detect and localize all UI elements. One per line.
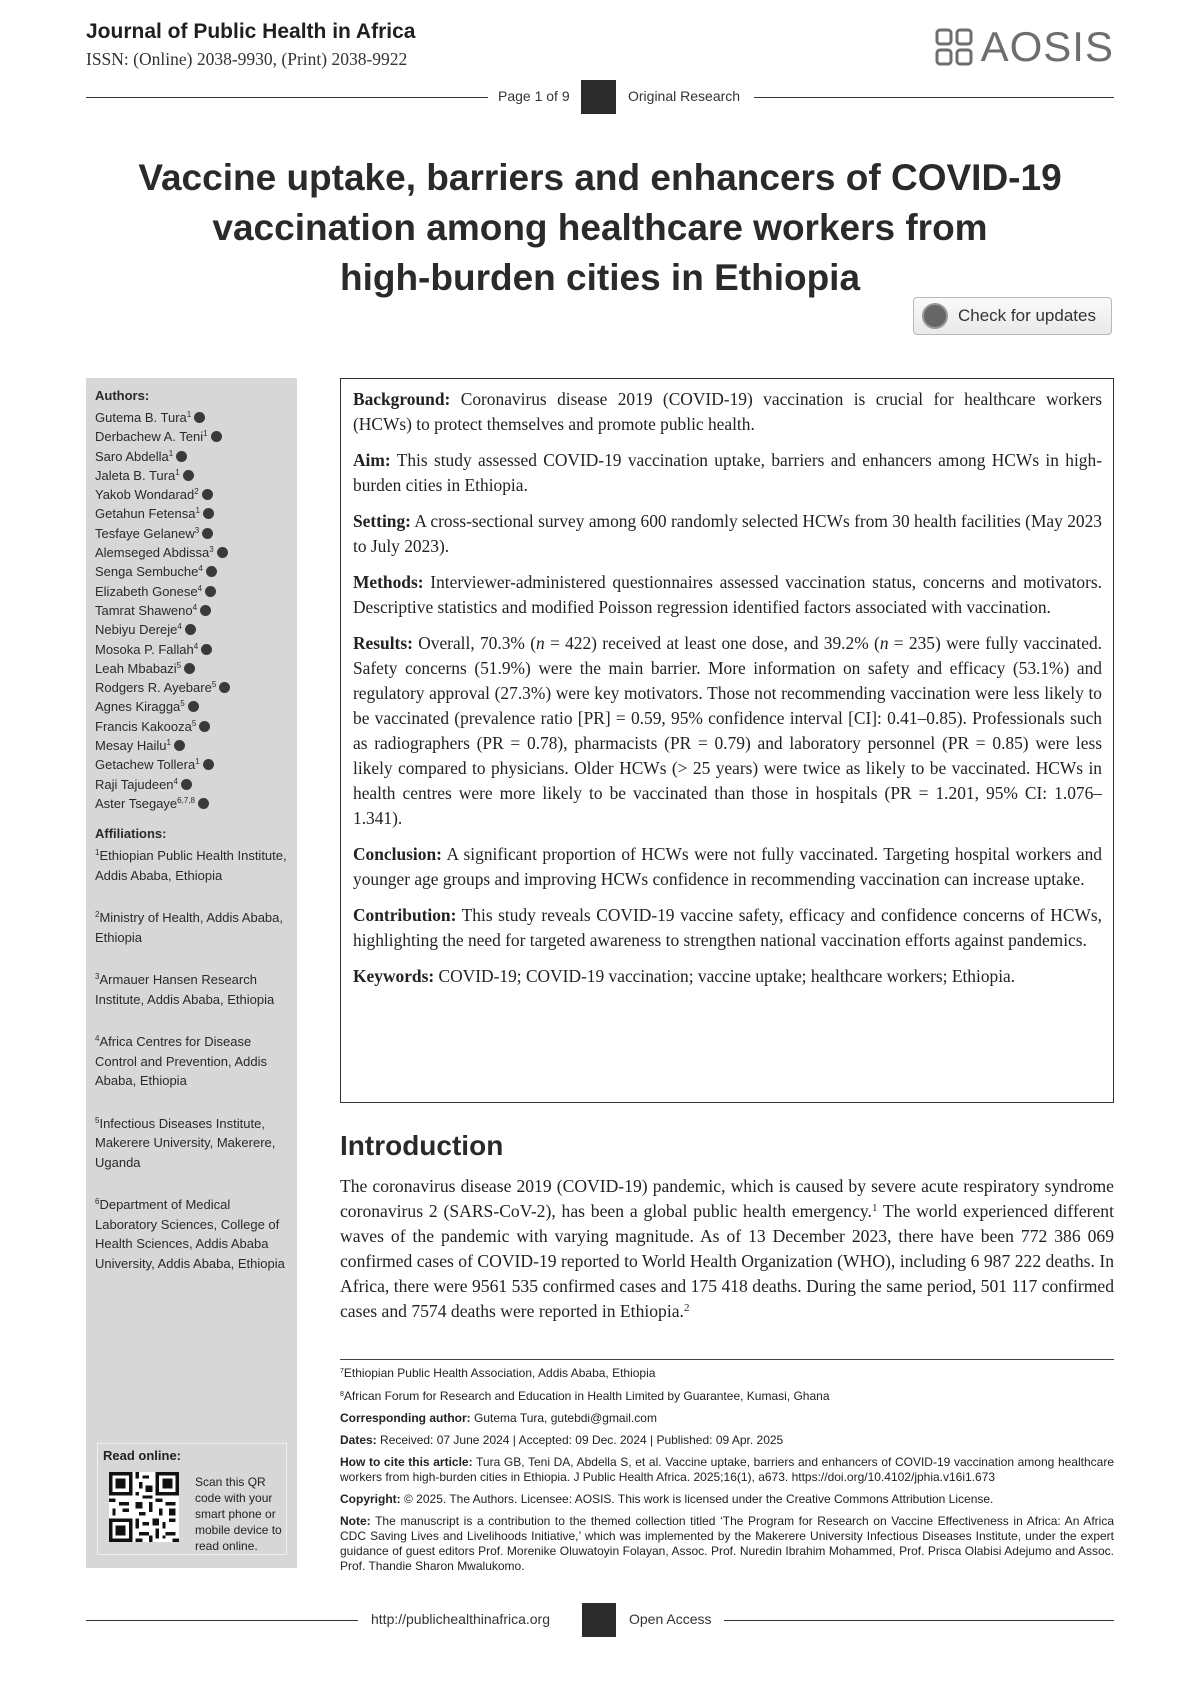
author-list	[95, 405, 295, 810]
orcid-icon[interactable]	[202, 489, 213, 500]
copyright: Copyright: © 2025. The Authors. Licensee: AOSIS. This work is licensed under the Creative Commons Attribution License.	[340, 1492, 994, 1506]
author-item	[95, 501, 295, 520]
check-for-updates-button[interactable]	[913, 297, 1112, 335]
author-affiliation-number: 2	[194, 487, 199, 497]
title-line-3: high-burden cities in Ethiopia	[339, 257, 861, 298]
orcid-icon[interactable]	[198, 798, 209, 809]
publisher-logo	[933, 24, 1114, 70]
how-to-cite: How to cite this article: Tura GB, Teni DA, Abdella S, et al. Vaccine uptake, barriers and enhancers of COVID-19 vaccination among healthcare workers from high-burden cities in Ethiopia. J Public Health Africa. 2025;16(1), a673. https://doi.org/10.4102/jphia.v16i1.673	[340, 1455, 1114, 1484]
author-item	[95, 694, 295, 713]
author-affiliation-number: 1	[166, 738, 171, 748]
affiliation-8: $^8$African Forum for Research and Education in Health Limited by Guarantee, Kumasi, Ghana	[340, 1389, 830, 1403]
author-affiliation-number: 6,7,8	[177, 795, 195, 805]
abstract-results: Results: Overall, 70.3% (n = 422) received at least one dose, and 39.2% (n = 235) were fully vaccinated. Safety concerns (51.9%) were the main barrier. More information on safety and efficacy (53.1%) and regulatory approval (27.3%) were key motivators. Those not recommending vaccination were less likely to be vaccinated (prevalence ratio [PR] = 0.59, 95% confidence interval [CI]: 0.41–0.85). Professionals such as radiographers (PR = 0.78), pharmacists (PR = 0.79) and laboratory personnel (PR = 0.85) were less likely compared to physicians. Older HCWs (> 25 years) were twice as likely to be vaccinated. HCWs in health centres were more likely to be vaccinated than those in hospitals (PR = 1.201, 95% CI: 1.076–1.341).	[353, 633, 1102, 828]
orcid-icon[interactable]	[201, 644, 212, 655]
read-online-box	[97, 1443, 287, 1555]
author-item	[95, 714, 295, 733]
title-line-2: vaccination among healthcare workers from	[212, 207, 988, 248]
affiliations-heading: Affiliations:	[95, 826, 167, 842]
author-item	[95, 772, 295, 791]
affiliation-item	[95, 1111, 295, 1173]
affiliation-list	[95, 843, 295, 1273]
orcid-icon[interactable]	[174, 740, 185, 751]
affiliation-number: 5	[95, 1115, 100, 1125]
affiliation-number: 6	[95, 1197, 100, 1207]
author-affiliation-number: 5	[191, 718, 197, 728]
affiliation-number: 1	[95, 848, 100, 858]
crossmark-icon	[922, 303, 948, 329]
abstract-keywords: Keywords: COVID-19; COVID-19 vaccination; vaccine uptake; healthcare workers; Ethiopia.	[353, 966, 1016, 986]
author-name: Gutema B. Tura	[95, 410, 187, 425]
orcid-icon[interactable]	[205, 586, 216, 597]
footnote-divider	[340, 1359, 1114, 1360]
author-name: Francis Kakooza	[95, 718, 192, 734]
author-affiliation-number: 1	[186, 410, 192, 419]
author-name: Getachew Tollera	[95, 757, 196, 773]
author-affiliation-number: 1	[203, 429, 208, 439]
author-affiliation-number: 4	[197, 583, 203, 593]
orcid-icon[interactable]	[199, 721, 210, 732]
author-name: Aster Tsegaye	[95, 795, 178, 811]
read-online-text: Scan this QR code with your smart phone or mobile device to read online.	[195, 1475, 282, 1553]
author-name: Yakob Wondarad	[95, 487, 195, 503]
affiliation-item	[95, 1192, 295, 1273]
read-online-label: Read online:	[103, 1448, 182, 1463]
orcid-icon[interactable]	[200, 605, 211, 616]
journal-title: Journal of Public Health in Africa	[86, 20, 416, 43]
article-type: Original Research	[628, 88, 741, 104]
affiliation-text: Ethiopian Public Health Institute, Addis Ababa, Ethiopia	[95, 848, 287, 883]
header-rule	[86, 80, 1114, 114]
author-affiliation-number: 5	[176, 660, 182, 670]
author-name: Elizabeth Gonese	[95, 583, 198, 599]
author-name: Agnes Kiragga	[95, 699, 181, 715]
affiliation-item	[95, 905, 295, 947]
author-item	[95, 791, 295, 810]
abstract-setting: Setting: A cross-sectional survey among 600 randomly selected HCWs from 30 health facilities (May 2023 to July 2023).	[353, 511, 1102, 556]
orcid-icon[interactable]	[184, 663, 195, 674]
author-item	[95, 463, 295, 482]
author-name: Leah Mbabazi	[95, 660, 177, 676]
author-item	[95, 675, 295, 694]
author-affiliation-number: 1	[168, 448, 174, 458]
orcid-icon[interactable]	[181, 779, 192, 790]
note: Note: The manuscript is a contribution to the themed collection titled ‘The Program for Research on Vaccine Effectiveness in Africa: An Africa CDC Saving Lives and Livelihoods Initiative,’ which was implemented by the Makerere University Infectious Diseases Institute, under the expert guidance of guest editors Prof. Morenike Oluwatoyin Folayan, Assoc. Prof. Nuredin Ibrahim Mohammed, Prof. Prisca Olabisi Adejumo and Assoc. Prof. Thandie Sharon Mwalukomo.	[340, 1514, 1114, 1573]
affiliation-item	[95, 967, 295, 1009]
orcid-icon[interactable]	[194, 412, 205, 423]
author-item	[95, 656, 295, 675]
author-affiliation-number: 1	[195, 757, 200, 767]
orcid-icon[interactable]	[188, 701, 199, 712]
author-affiliation-number: 4	[193, 641, 199, 651]
affiliation-7: $^7$Ethiopian Public Health Association, Addis Ababa, Ethiopia	[340, 1366, 656, 1380]
orcid-icon[interactable]	[203, 508, 214, 519]
issn: ISSN: (Online) 2038-9930, (Print) 2038-9922	[86, 49, 408, 69]
author-name: Jaleta B. Tura	[95, 467, 176, 483]
author-item	[95, 733, 295, 752]
orcid-icon[interactable]	[219, 682, 230, 693]
dates: Dates: Received: 07 June 2024 | Accepted: 09 Dec. 2024 | Published: 09 Apr. 2025	[340, 1433, 784, 1447]
abstract-methods: Methods: Interviewer-administered questionnaires assessed vaccination status, concerns and motivators. Descriptive statistics and modified Poisson regression identified factors associated with vaccination.	[353, 572, 1102, 617]
article-title	[86, 153, 1114, 303]
author-affiliation-number: 5	[180, 699, 185, 709]
author-affiliation-number: 3	[194, 525, 200, 535]
author-item	[95, 637, 295, 656]
corresponding-author: Corresponding author: Gutema Tura, gutebdi@gmail.com	[340, 1411, 657, 1425]
affiliation-number: 2	[95, 910, 100, 920]
author-item	[95, 424, 295, 443]
author-name: Saro Abdella	[95, 448, 169, 464]
author-name: Rodgers R. Ayebare	[95, 680, 212, 696]
footer	[86, 1603, 1114, 1637]
footer-square	[582, 1603, 616, 1637]
author-item	[95, 598, 295, 617]
title-line-1: Vaccine uptake, barriers and enhancers of COVID-19	[138, 157, 1062, 198]
orcid-icon[interactable]	[217, 547, 228, 558]
author-name: Mesay Hailu	[95, 738, 167, 754]
header-square	[581, 80, 616, 114]
abstract-background: Background: Coronavirus disease 2019 (COVID-19) vaccination is crucial for healthcare workers (HCWs) to protect themselves and promote public health.	[353, 389, 1102, 434]
author-item	[95, 579, 295, 598]
orcid-icon[interactable]	[183, 470, 194, 481]
page-number: Page 1 of 9	[498, 88, 570, 104]
orcid-icon[interactable]	[211, 431, 222, 442]
author-item	[95, 444, 295, 463]
abstract-conclusion: Conclusion: A significant proportion of HCWs were not fully vaccinated. Targeting hospital workers and younger age groups and improving HCWs confidence in recommending vaccination can increase uptake.	[353, 844, 1102, 889]
author-name: Tamrat Shaweno	[95, 602, 193, 618]
abstract-box	[340, 378, 1114, 1103]
affiliation-text: Department of Medical Laboratory Sciences, College of Health Sciences, Addis Ababa University, Addis Ababa, Ethiopia	[95, 1197, 285, 1271]
affiliation-item	[95, 843, 295, 885]
author-affiliation-number: 4	[192, 602, 198, 612]
logo-text: AOSIS	[980, 23, 1114, 70]
affiliation-number: 3	[95, 972, 100, 982]
author-item	[95, 540, 295, 559]
author-name: Mosoka P. Fallah	[95, 641, 194, 657]
author-affiliation-number: 4	[177, 622, 182, 632]
author-item	[95, 521, 295, 540]
author-item	[95, 559, 295, 578]
author-affiliation-number: 3	[209, 545, 214, 555]
journal-url-link[interactable]: http://publichealthinafrica.org	[371, 1611, 550, 1627]
check-updates-label: Check for updates	[958, 306, 1096, 325]
author-item	[95, 752, 295, 771]
affiliation-text: Ministry of Health, Addis Ababa, Ethiopia	[95, 910, 283, 945]
abstract-contribution: Contribution: This study reveals COVID-19 vaccine safety, efficacy and confidence concerns of HCWs, highlighting the need for targeted awareness to strengthen national vaccination efforts against pandemics.	[353, 905, 1102, 950]
affiliation-number: 4	[95, 1034, 100, 1044]
author-affiliation-number: 1	[195, 506, 200, 516]
aosis-logo-icon	[933, 26, 975, 68]
affiliation-text: Africa Centres for Disease Control and Prevention, Addis Ababa, Ethiopia	[95, 1034, 267, 1089]
orcid-icon[interactable]	[176, 451, 187, 462]
author-name: Senga Sembuche	[95, 564, 199, 580]
authors-heading: Authors:	[95, 388, 150, 403]
sidebar	[86, 378, 297, 1568]
citation-1[interactable]: 1	[871, 1202, 878, 1214]
affiliation-text: Armauer Hansen Research Institute, Addis Ababa, Ethiopia	[95, 972, 275, 1007]
abstract-aim: Aim: This study assessed COVID-19 vaccination uptake, barriers and enhancers among HCWs in high-burden cities in Ethiopia.	[353, 450, 1102, 495]
author-name: Getahun Fetensa	[95, 506, 196, 522]
orcid-icon[interactable]	[202, 528, 213, 539]
author-affiliation-number: 4	[198, 564, 203, 574]
author-affiliation-number: 1	[175, 467, 180, 477]
author-item	[95, 617, 295, 636]
author-affiliation-number: 5	[211, 680, 217, 690]
orcid-icon[interactable]	[185, 624, 196, 635]
orcid-icon[interactable]	[203, 759, 214, 770]
citation-2[interactable]: 2	[683, 1302, 690, 1314]
footnotes	[340, 1364, 1114, 1581]
author-name: Nebiyu Dereje	[95, 622, 178, 638]
author-name: Raji Tajudeen	[95, 776, 174, 792]
introduction-paragraph: The coronavirus disease 2019 (COVID-19) pandemic, which is caused by severe acute respiratory syndrome coronavirus 2 (SARS-CoV-2), has been a global public health emergency.$^1$ The world experienced different waves of the pandemic with varying magnitude. As of 13 December 2023, there have been 772 386 069 confirmed cases of COVID-19 reported to World Health Organization (WHO), including 6 987 222 deaths. In Africa, there were 9561 535 confirmed cases and 175 418 deaths. During the same period, 501 117 confirmed cases and 7574 deaths were reported in Ethiopia.$^2$	[340, 1176, 1114, 1321]
author-item	[95, 405, 295, 424]
qr-code-icon[interactable]	[109, 1472, 179, 1542]
orcid-icon[interactable]	[206, 566, 217, 577]
author-name: Tesfaye Gelanew	[95, 525, 195, 541]
affiliation-item	[95, 1029, 295, 1091]
author-name: Derbachew A. Teni	[95, 429, 204, 445]
open-access-label: Open Access	[629, 1611, 712, 1627]
author-item	[95, 482, 295, 501]
author-affiliation-number: 4	[173, 776, 178, 786]
author-name: Alemseged Abdissa	[95, 545, 210, 561]
introduction-heading: Introduction	[340, 1130, 504, 1161]
affiliation-text: Infectious Diseases Institute, Makerere University, Makerere, Uganda	[95, 1115, 276, 1170]
